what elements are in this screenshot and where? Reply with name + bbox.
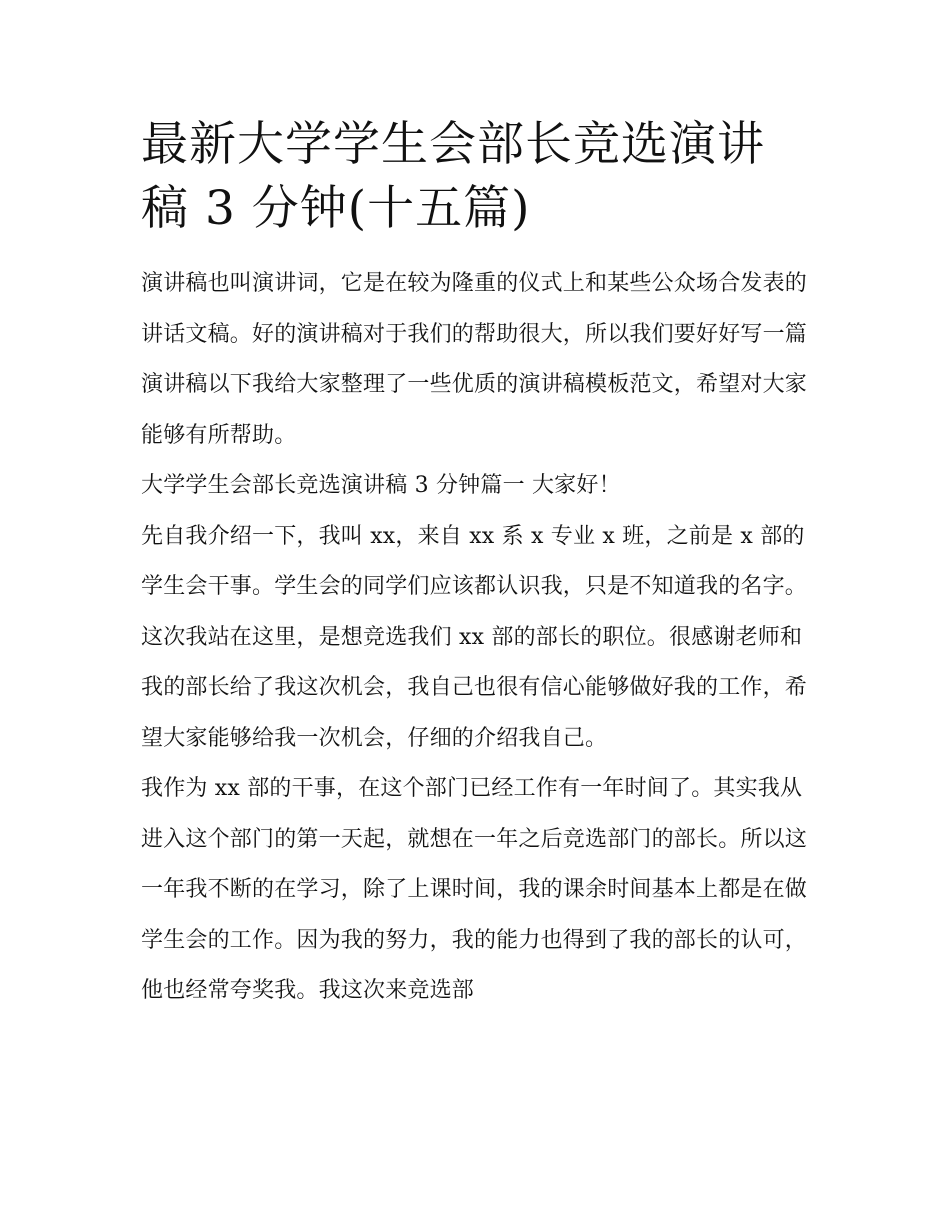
intro-paragraph: 演讲稿也叫演讲词，它是在较为隆重的仪式上和某些公众场合发表的讲话文稿。好的演讲稿对于我们的帮助很大，所以我们要好好写一篇演讲稿以下我给大家整理了一些优质的演讲稿模板范文，希望对大家能够有所帮助。 [141,271,808,448]
self-introduction-paragraph: 先自我介绍一下，我叫 xx，来自 xx 系 x 专业 x 班，之前是 x 部的学生会干事。学生会的同学们应该都认识我，只是不知道我的名字。这次我站在这里，是想竞选我们 xx 部的部长的职位。很感谢老师和我的部长给了我这次机会，我自己也很有信心能够做好我的工作，希望大家能够给我一次机会，仔细的介绍我自己。 [141,523,808,751]
section-heading-paragraph: 大学学生会部长竞选演讲稿 3 分钟篇一 大家好！ [141,473,621,498]
document-body [141,113,816,1017]
experience-paragraph: 我作为 xx 部的干事，在这个部门已经工作有一年时间了。其实我从进入这个部门的第一天起，就想在一年之后竞选部门的部长。所以这一年我不断的在学习，除了上课时间，我的课余时间基本上都是在做学生会的工作。因为我的努力，我的能力也得到了我的部长的认可，他也经常夸奖我。我这次来竞选部 [141,776,808,1003]
document-title [141,113,816,241]
title-line-1: 最新大学学生会部长竞选演讲 [141,117,765,172]
title-line-2: 稿 3 分钟(十五篇) [141,181,531,236]
